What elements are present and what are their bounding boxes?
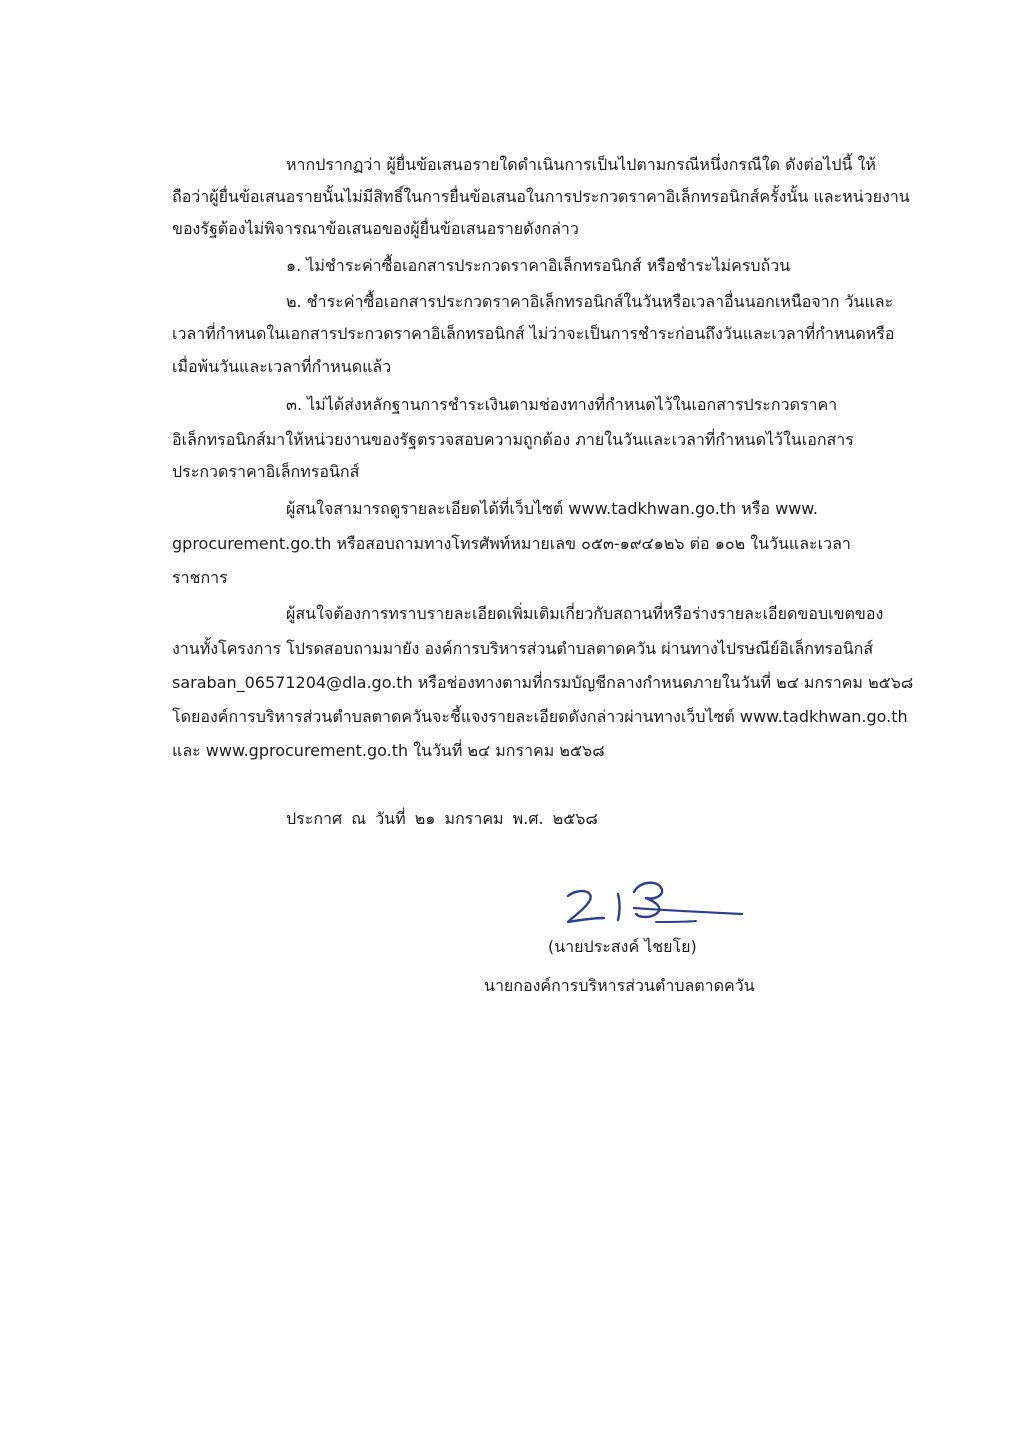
item3-line1: ๓. ไม่ได้ส่งหลักฐานการชำระเงินตามช่องทางที่กำหนดไว้ในเอกสารประกวดราคา [286,395,838,414]
item2-line2: เวลาที่กำหนดในเอกสารประกวดราคาอิเล็กทรอนิกส์ ไม่ว่าจะเป็นการชำระก่อนถึงวันและเวลาที่กำหนดหรือ [172,324,895,343]
paragraph1-line2: ถือว่าผู้ยื่นข้อเสนอรายนั้นไม่มีสิทธิ์ในการยื่นข้อเสนอในการประกวดราคาอิเล็กทรอนิกส์ครั้งนั้น และหน่วยงาน [172,187,910,206]
paragraph3-line2: งานทั้งโครงการ โปรดสอบถามมายัง องค์การบริหารส่วนตำบลตาดควัน ผ่านทางไปรษณีย์อิเล็กทรอนิกส์ [172,639,874,658]
signer-position: นายกองค์การบริหารส่วนตำบลตาดควัน [484,976,755,995]
paragraph3-line5: และ www.gprocurement.go.th ในวันที่ ๒๔ มกราคม ๒๕๖๘ [172,741,605,760]
paragraph2-line1: ผู้สนใจสามารถดูรายละเอียดได้ที่เว็บไซต์ www.tadkhwan.go.th หรือ www. [286,499,818,518]
item1-line1: ๑. ไม่ชำระค่าซื้อเอกสารประกวดราคาอิเล็กทรอนิกส์ หรือชำระไม่ครบถ้วน [286,256,791,275]
paragraph3-line3: saraban_06571204@dla.go.th หรือช่องทางตามที่กรมบัญชีกลางกำหนดภายในวันที่ ๒๔ มกราคม ๒๕๖๘ [172,673,914,692]
item2-line3: เมื่อพ้นวันและเวลาที่กำหนดแล้ว [172,357,392,376]
paragraph2-line3: ราชการ [172,568,228,587]
signature-image [560,878,750,932]
paragraph1-line1: หากปรากฏว่า ผู้ยื่นข้อเสนอรายใดดำเนินการเป็นไปตามกรณีหนึ่งกรณีใด ดังต่อไปนี้ ให้ [286,155,876,174]
paragraph2-line2: gprocurement.go.th หรือสอบถามทางโทรศัพท์หมายเลข ๐๕๓-๑๙๔๑๒๖ ต่อ ๑๐๒ ในวันและเวลา [172,534,851,553]
item2-line1: ๒. ชำระค่าซื้อเอกสารประกวดราคาอิเล็กทรอนิกส์ในวันหรือเวลาอื่นนอกเหนือจาก วันและ [286,292,894,311]
paragraph1-line3: ของรัฐต้องไม่พิจารณาข้อเสนอของผู้ยื่นข้อเสนอรายดังกล่าว [172,219,579,238]
signer-name: (นายประสงค์ ไชยโย) [548,937,697,956]
paragraph3-line4: โดยองค์การบริหารส่วนตำบลตาดควันจะชี้แจงรายละเอียดดังกล่าวผ่านทางเว็บไซต์ www.tadkhwan.go.th [172,707,908,726]
item3-line3: ประกวดราคาอิเล็กทรอนิกส์ [172,462,360,481]
announcement-date: ประกาศ ณ วันที่ ๒๑ มกราคม พ.ศ. ๒๕๖๘ [286,809,598,828]
item3-line2: อิเล็กทรอนิกส์มาให้หน่วยงานของรัฐตรวจสอบความถูกต้อง ภายในวันและเวลาที่กำหนดไว้ในเอกสาร [172,430,854,449]
paragraph3-line1: ผู้สนใจต้องการทราบรายละเอียดเพิ่มเติมเกี่ยวกับสถานที่หรือร่างรายละเอียดขอบเขตของ [286,604,884,623]
